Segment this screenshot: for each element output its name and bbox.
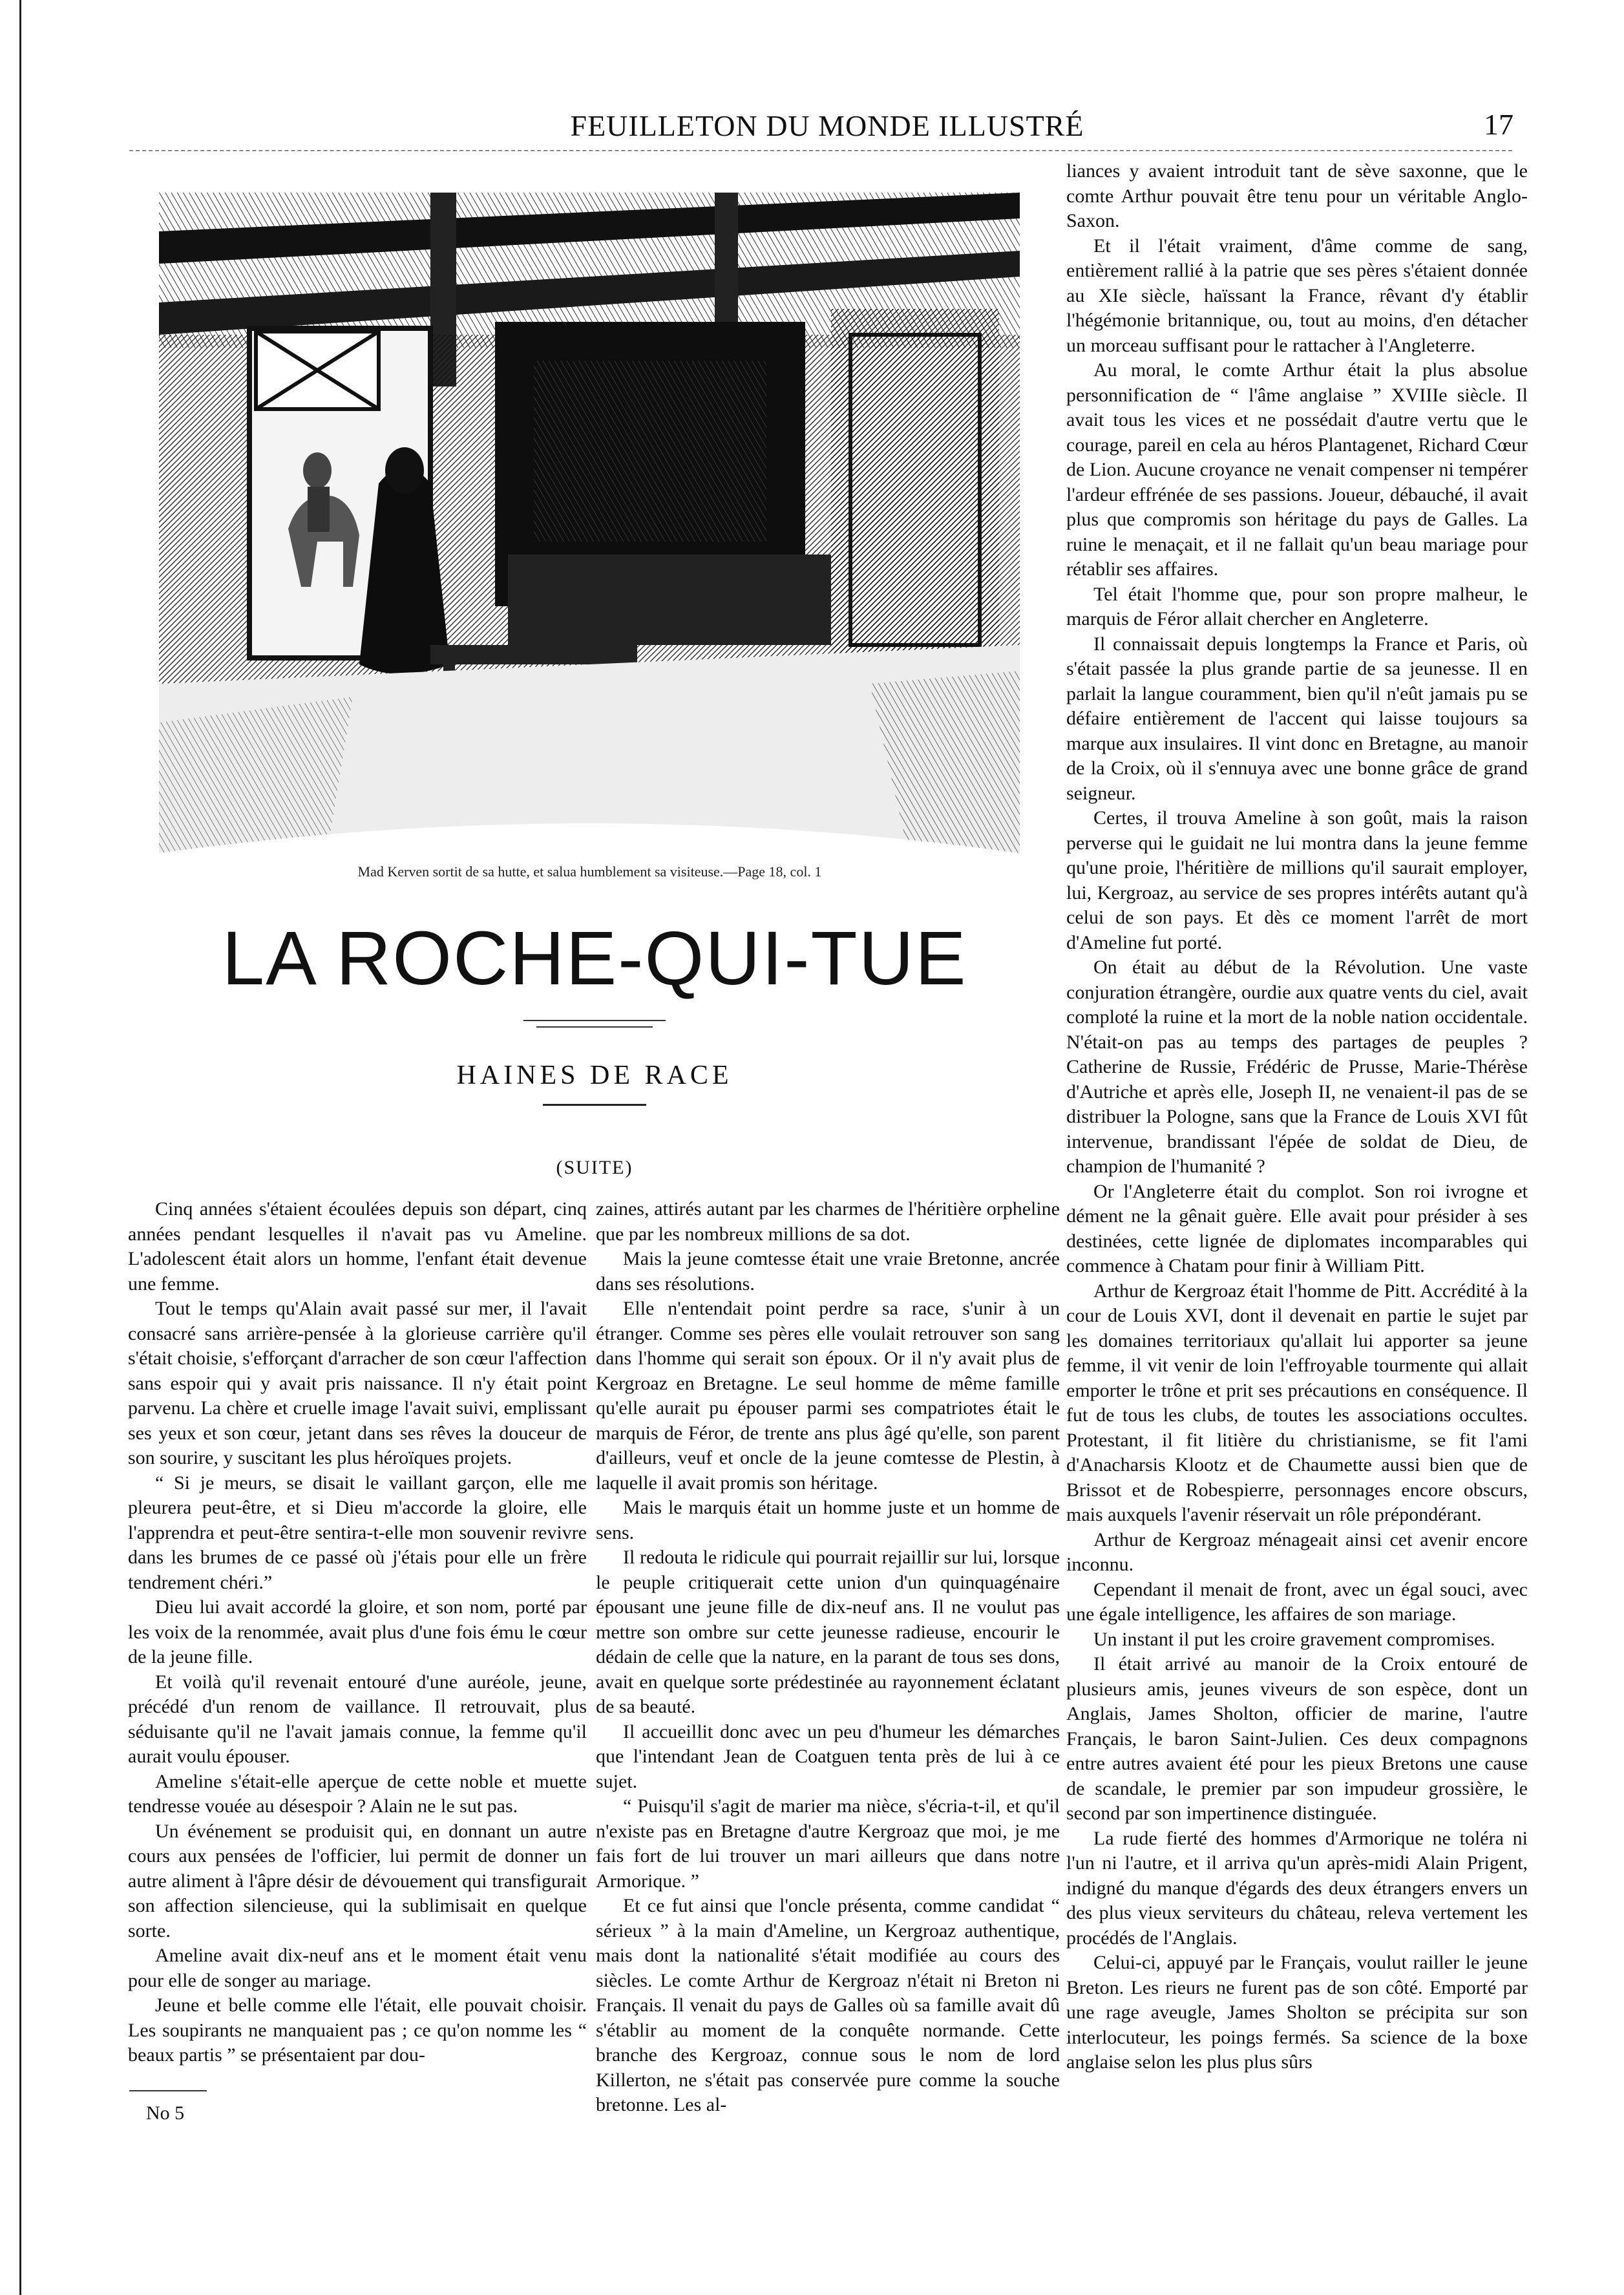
title-rule-bottom	[536, 1026, 653, 1028]
footer-rule	[129, 2090, 207, 2091]
text-column-3	[1066, 159, 1528, 2075]
issue-number: No 5	[146, 2102, 185, 2124]
paragraph: La rude fierté des hommes d'Armorique ne toléra ni l'un ni l'autre, et il arriva qu'un après-midi Alain Prigent, indigné du manque d'égards des deux étrangers envers un des plus vieux serviteurs du château, releva vertement les procédés de l'Anglais.	[1066, 1827, 1528, 1949]
paragraph: On était au début de la Révolution. Une vaste conjuration étrangère, ourdie aux quatre vents du ciel, avait comploté la ruine et la mort de la noble nation occidentale. N'était-on pas au temps des partages de peuples ? Catherine de Russie, Frédéric de Prusse, Marie-Thérèse d'Autriche et après elle, Joseph II, ne venaient-il pas de se distribuer la Pologne, sans que la France de Louis XVI fût intervenue, brandissant l'épée de soldat de Dieu, de champion de l'humanité ?	[1066, 957, 1528, 1177]
paragraph: Au moral, le comte Arthur était la plus absolue personnification de “ l'âme anglaise ” XVIIIe siècle. Il avait tous les vices et ne possédait d'autre vertu que le courage, pareil en cela au héros Plantagenet, Richard Cœur de Lion. Aucune croyance ne venait compenser ni tempérer l'ardeur effrénée de ses passions. Joueur, débauché, il avait plus que compromis son héritage du pays de Galles. La ruine le menaçait, et il ne fallait qu'un beau mariage pour rétablir ses affaires.	[1066, 359, 1528, 580]
paragraph: Cependant il menait de front, avec un égal souci, avec une égale intelligence, les affaires de son mariage.	[1066, 1578, 1528, 1625]
paragraph: Arthur de Kergroaz ménageait ainsi cet avenir encore inconnu.	[1066, 1528, 1528, 1575]
paragraph: Mais la jeune comtesse était une vraie Bretonne, ancrée dans ses résolutions.	[596, 1248, 1060, 1295]
illustration-caption: Mad Kerven sortit de sa hutte, et salua humblement sa visiteuse.—Page 18, col. 1	[357, 863, 822, 880]
paragraph: Elle n'entendait point perdre sa race, s'unir à un étranger. Comme ses pères elle voulait retrouver son sang dans l'homme qui serait son époux. Or il n'y avait plus de Kergroaz en Bretagne. Le seul homme de même famille qu'elle aurait pu épouser parmi ses compatriotes était le marquis de Féror, de trente ans plus âgé qu'elle, son parent d'ailleurs, veuf et oncle de la jeune comtesse de Plestin, à laquelle il avait promis son héritage.	[596, 1298, 1060, 1494]
subtitle-rule	[543, 1104, 646, 1106]
paragraph: liances y avaient introduit tant de sève saxonne, que le comte Arthur pouvait être tenu pour un véritable Anglo-Saxon.	[1066, 160, 1528, 231]
paragraph: Un instant il put les croire gravement compromises.	[1093, 1628, 1495, 1650]
paragraph: Il redouta le ridicule qui pourrait rejaillir sur lui, lorsque le peuple critiquerait cette union d'un quinquagénaire épousant une jeune fille de dix-neuf ans. Il ne voulut pas mettre son ombre sur cette jeunesse radieuse, encourir le dédain de celle que la nature, en la parant de tous ses dons, avait en quelque sorte prédestinée au rayonnement éclatant de sa beauté.	[596, 1547, 1060, 1717]
text-column-1	[128, 1197, 587, 2068]
paragraph: Il accueillit donc avec un peu d'humeur les démarches que l'intendant Jean de Coatguen tenta près de lui à ce sujet.	[596, 1720, 1060, 1792]
running-header-title: FEUILLETON DU MONDE ILLUSTRÉ	[570, 109, 1084, 142]
paragraph: Mais le marquis était un homme juste et un homme de sens.	[596, 1497, 1060, 1543]
paragraph: zaines, attirés autant par les charmes de l'héritière orpheline que par les nombreux millions de sa dot.	[596, 1198, 1060, 1245]
title-rule-top	[523, 1020, 666, 1021]
paragraph: Et ce fut ainsi que l'oncle présenta, comme candidat “ sérieux ” à la main d'Ameline, un Kergroaz authentique, mais dont la nationalité s'était modifiée au cours des siècles. Le comte Arthur de Kergroaz n'était ni Breton ni Français. Il venait du pays de Galles où sa famille avait dû s'établir au moment de la conquête normande. Cette branche des Kergroaz, connue sous le nom de lord Killerton, ne s'était pas conservée pure comme la souche bretonne. Les al-	[596, 1895, 1060, 2115]
paragraph: Il connaissait depuis longtemps la France et Paris, où s'était passée la plus grande partie de sa jeunesse. Il en parlait la langue couramment, bien qu'il n'eût jamais pu se défaire entièrement de l'accent qui laisse toujours sa marque aux insulaires. Il vint donc en Bretagne, au manoir de la Croix, où il s'ennuya avec une bonne grâce de grand seigneur.	[1066, 633, 1528, 804]
paragraph: Un événement se produisit qui, en donnant un autre cours aux pensées de l'officier, lui permit de donner un autre aliment à l'âpre désir de dévouement qui transfigurait son affection silencieuse, qui la sublimisait en quelque sorte.	[128, 1820, 587, 1941]
page-margin-line	[19, 0, 21, 2295]
paragraph: “ Si je meurs, se disait le vaillant garçon, elle me pleurera peut-être, et si Dieu m'accorde la gloire, elle l'apprendra et peut-être sentira-t-elle mon souvenir revivre dans les brumes de ce passé où j'étais pour elle un frère tendrement chéri.”	[128, 1472, 587, 1593]
paragraph: Or l'Angleterre était du complot. Son roi ivrogne et dément ne la gênait guère. Elle avait pour présider à ses destinées, cette lignée de diplomates incomparables qui commence à Chatam pour finir à William Pitt.	[1066, 1180, 1528, 1276]
paragraph: Ameline avait dix-neuf ans et le moment était venu pour elle de songer au mariage.	[128, 1945, 587, 1991]
paragraph: Dieu lui avait accordé la gloire, et son nom, porté par les voix de la renommée, avait plus d'une fois ému le cœur de la jeune fille.	[128, 1596, 587, 1667]
paragraph: “ Puisqu'il s'agit de marier ma nièce, s'écria-t-il, et qu'il n'existe pas en Bretagne d'autre Kergroaz que moi, je me fais fort de lui trouver un mari ailleurs que dans notre Armorique. ”	[596, 1795, 1060, 1892]
paragraph: Jeune et belle comme elle l'était, elle pouvait choisir. Les soupirants ne manquaient pas ; ce qu'on nomme les “ beaux partis ” se présentaient par dou-	[128, 1994, 587, 2066]
paragraph: Arthur de Kergroaz était l'homme de Pitt. Accrédité à la cour de Louis XVI, dont il devenait en partie le sujet par les domaines territoriaux qu'allait lui apporter sa jeune femme, il vit venir de loin l'effroyable tourmente qui allait emporter le trône et prit ses précautions en conséquence. Il fut de tous les clubs, de toutes les associations occultes. Protestant, il fit litière du christianisme, se fit l'ami d'Anacharsis Klootz et de Chaumette aussi bien que de Brissot et de Robespierre, personnages encore obscurs, mais auxquels l'avenir réservait un rôle prépondérant.	[1066, 1280, 1528, 1525]
paragraph: Tel était l'homme que, pour son propre malheur, le marquis de Féror allait chercher en Angleterre.	[1066, 583, 1528, 629]
paragraph: Et voilà qu'il revenait entouré d'une auréole, jeune, précédé d'un renom de vaillance. Il retrouvait, plus séduisante qu'il ne l'avait jamais connue, la femme qu'il aurait voulu épouser.	[128, 1671, 587, 1767]
page-number: 17	[1484, 108, 1513, 141]
text-column-2	[596, 1197, 1060, 2118]
paragraph: Certes, il trouva Ameline à son goût, mais la raison perverse qui le guidait ne lui montra dans la jeune femme qu'une proie, l'héritière de millions qu'il saurait employer, lui, Kergroaz, au service de ses propres intérêts autant qu'à celui de son pays. Et dès ce moment l'arrêt de mort d'Ameline fut porté.	[1066, 807, 1528, 953]
paragraph: Celui-ci, appuyé par le Français, voulut railler le jeune Breton. Les rieurs ne furent pas de son côté. Emporté par une rage aveugle, James Sholton se précipita sur son interlocuteur, les poings fermés. Sa science de la boxe anglaise selon les plus plus sûrs	[1066, 1952, 1528, 2073]
paragraph: Il était arrivé au manoir de la Croix entouré de plusieurs amis, jeunes viveurs de son espèce, dont un Anglais, James Sholton, officier de marine, l'autre Français, le baron Saint-Julien. Ces deux compagnons entre autres avaient été pour les pieux Bretons une cause de scandale, le premier par son impudeur grossière, le second par son impertinence distinguée.	[1066, 1653, 1528, 1824]
header-rule	[129, 150, 1512, 151]
article-subtitle: HAINES DE RACE	[456, 1061, 733, 1090]
engraving-illustration	[159, 193, 1020, 853]
paragraph: Cinq années s'étaient écoulées depuis son départ, cinq années pendant lesquelles il n'avait pas vu Ameline. L'adolescent était alors un homme, l'enfant était devenue une femme.	[128, 1198, 587, 1295]
paragraph: Ameline s'était-elle aperçue de cette noble et muette tendresse vouée au désespoir ? Alain ne le sut pas.	[128, 1770, 587, 1817]
paragraph: Et il l'était vraiment, d'âme comme de sang, entièrement rallié à la patrie que ses pères s'étaient donnée au XIe siècle, haïssant la France, rêvant d'y établir l'hégémonie britannique, ou, tout au moins, d'en détacher un morceau suffisant pour le rattacher à l'Angleterre.	[1066, 235, 1528, 356]
suite-label: (SUITE)	[556, 1157, 633, 1178]
article-title: LA ROCHE-QUI-TUE	[222, 916, 967, 1001]
cottage-interior-engraving	[159, 193, 1020, 853]
paragraph: Tout le temps qu'Alain avait passé sur mer, il l'avait consacré sans arrière-pensée à la glorieuse carrière qu'il s'était choisie, s'efforçant d'arracher de son cœur l'affection sans espoir qui y avait pris naissance. Il n'y était point parvenu. La chère et cruelle image l'avait suivi, emplissant ses yeux et son cœur, jetant dans ses rêves la douceur de son sourire, y suscitant les plus héroïques projets.	[128, 1298, 587, 1468]
